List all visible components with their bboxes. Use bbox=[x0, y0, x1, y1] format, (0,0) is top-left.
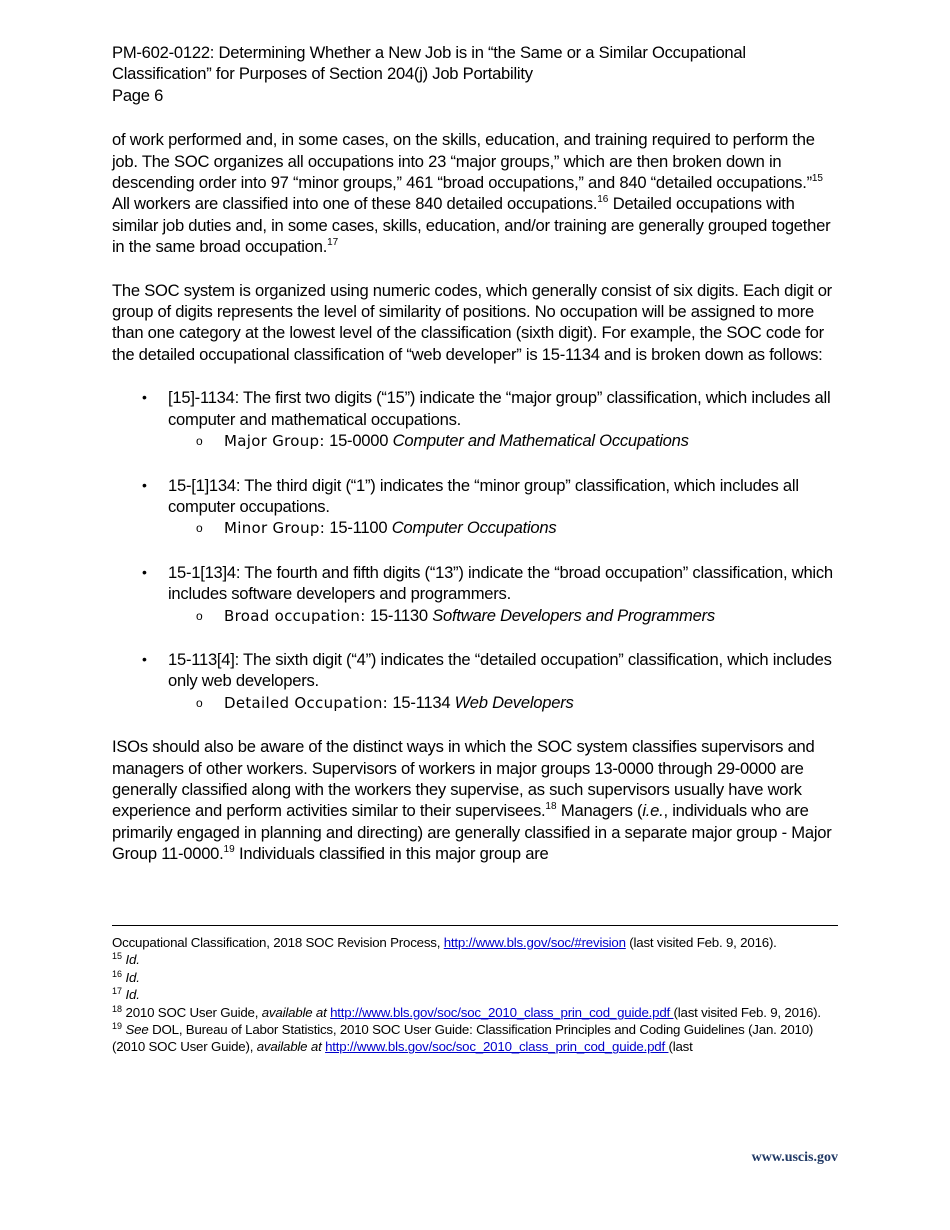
header-title-line1: PM-602-0122: Determining Whether a New Job is in “the Same or a Similar Occupational bbox=[112, 43, 746, 62]
footnote-ref-19[interactable]: 19 bbox=[223, 844, 235, 856]
circle-bullet-icon: o bbox=[196, 434, 203, 449]
footnote-17: $^{17}$ Id. bbox=[112, 986, 140, 1003]
list-item: • [15]-1134: The first two digits (“15”) indicate the “major group” classification, which includes all computer and mathematical occupations. o Major Group: 15-0000 Computer and Mathematical Occupations bbox=[112, 387, 842, 452]
paragraph-soc-overview: of work performed and, in some cases, on the skills, education, and training required to perform the job. The SOC organizes all occupations into 23 “major groups,” which are then broken down in descending order into 97 “minor groups,” 461 “broad occupations,” and 840 “detailed occupations.”$^{15}$ All workers are classified into one of these 840 detailed occupations.$^{16}$ Detailed occupations with similar job duties and, in some cases, skills, education, and/or training are generally grouped together in the same broad occupation.$^{17}$ bbox=[112, 130, 831, 257]
sub-item: o Minor Group: 15-1100 Computer Occupations bbox=[168, 517, 842, 539]
bullet-code: 15-1[13]4: bbox=[168, 562, 241, 582]
list-item: • 15-[1]134: The third digit (“1”) indicates the “minor group” classification, which includes all computer occupations. o Minor Group: 15-1100 Computer Occupations bbox=[112, 475, 842, 540]
list-item: • 15-113[4]: The sixth digit (“4”) indicates the “detailed occupation” classification, which includes only web developers. o Detailed Occupation: 15-1134 Web Developers bbox=[112, 649, 842, 714]
bullet-code: 15-113[4]: bbox=[168, 649, 239, 669]
circle-bullet-icon: o bbox=[196, 608, 203, 623]
document-page bbox=[112, 42, 842, 865]
sub-item: o Detailed Occupation: 15-1134 Web Developers bbox=[168, 692, 842, 714]
footnote-ref-15[interactable]: 15 bbox=[811, 173, 823, 185]
header-page-number: Page 6 bbox=[112, 85, 164, 105]
bullet-icon: • bbox=[142, 389, 147, 406]
soc-user-guide-link[interactable]: http://www.bls.gov/soc/soc_2010_class_prin_cod_guide.pdf bbox=[330, 1004, 674, 1020]
footnote-ref-17[interactable]: 17 bbox=[327, 237, 339, 249]
footnote-18: $^{18}$ 2010 SOC User Guide, available at http://www.bls.gov/soc/soc_2010_class_prin_cod_guide.pdf (last visited Feb. 9, 2016). bbox=[112, 1003, 821, 1020]
circle-bullet-icon: o bbox=[196, 521, 203, 536]
footnote-ref-18[interactable]: 18 bbox=[545, 801, 557, 813]
site-url[interactable]: www.uscis.gov bbox=[751, 1150, 838, 1165]
footnote-16: $^{16}$ Id. bbox=[112, 968, 140, 985]
footnote-15: $^{15}$ Id. bbox=[112, 951, 140, 968]
bullet-icon: • bbox=[142, 476, 147, 493]
bullet-icon: • bbox=[142, 563, 147, 580]
sub-item: o Major Group: 15-0000 Computer and Mathematical Occupations bbox=[168, 430, 842, 452]
paragraph-soc-codes: The SOC system is organized using numeric codes, which generally consist of six digits. Each digit or group of digits represents the level of similarity of positions. No occupation will be assigned to more than one category at the lowest level of the classification (sixth digit). For example, the SOC code for the detailed occupational classification of “web developer” is 15-1134 and is broken down as follows: bbox=[112, 280, 832, 364]
soc-code-breakdown-list bbox=[112, 387, 842, 714]
page-header bbox=[112, 42, 842, 106]
bullet-code: 15-[1]134: bbox=[168, 475, 241, 495]
sub-item: o Broad occupation: 15-1130 Software Developers and Programmers bbox=[168, 605, 842, 627]
footnotes bbox=[112, 934, 842, 1056]
soc-user-guide-link-2[interactable]: http://www.bls.gov/soc/soc_2010_class_prin_cod_guide.pdf bbox=[325, 1039, 669, 1055]
paragraph-supervisors: ISOs should also be aware of the distinct ways in which the SOC system classifies supervisors and managers of other workers. Supervisors of workers in major groups 13-0000 through 29-0000 are generally classified along with the workers they supervise, as such supervisors usually have work experience and perform activities similar to their supervisees.$^{18}$ Managers (i.e., individuals who are primarily engaged in planning and directing) are generally classified in a separate major group - Major Group 11-0000.19 Individuals classified in this major group are bbox=[112, 737, 832, 864]
footnote-ref-16[interactable]: 16 bbox=[597, 194, 609, 206]
circle-bullet-icon: o bbox=[196, 695, 203, 710]
footnote-divider bbox=[112, 925, 838, 926]
footnote-continued: Occupational Classification, 2018 SOC Revision Process, http://www.bls.gov/soc/#revision (last visited Feb. 9, 2016). bbox=[112, 935, 777, 950]
bullet-code: [15]-1134: bbox=[168, 388, 239, 408]
header-title-line2: Classification” for Purposes of Section 204(j) Job Portability bbox=[112, 64, 533, 84]
bullet-icon: • bbox=[142, 650, 147, 667]
soc-revision-link[interactable]: http://www.bls.gov/soc/#revision bbox=[443, 935, 626, 950]
list-item: • 15-1[13]4: The fourth and fifth digits (“13”) indicate the “broad occupation” classification, which includes software developers and programmers. o Broad occupation: 15-1130 Software Developers and Programmers bbox=[112, 562, 842, 627]
footnote-19: $^{19}$ See DOL, Bureau of Labor Statistics, 2010 SOC User Guide: Classification Principles and Coding Guidelines (Jan. 2010) (2010 SOC User Guide), available at http://www.bls.gov/soc/soc_2010_class_prin_cod_guide.pdf (last bbox=[112, 1021, 814, 1055]
